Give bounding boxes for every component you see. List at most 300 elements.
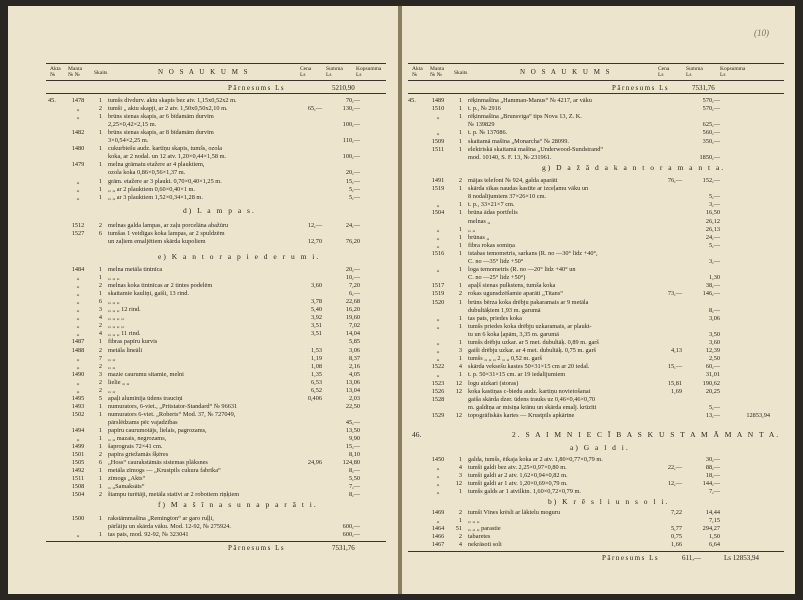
cell-skaits: 51 [455, 525, 462, 533]
table-row [48, 178, 393, 185]
table-row [408, 209, 788, 216]
cell-nosaukums: tumšs priedes koka drēbju uzkaramais, ar plaukt- [468, 322, 592, 330]
cell-cena: 1,53 [310, 346, 322, 354]
section-saimniecibas: 2. S A I M N I E C Ī B A S K U S T A M Ā M A N T A. [512, 430, 781, 439]
cell-nosaukums: galda, tumšs, ēikaja koka ar 2 atv. 1,80×0,77×0,79 m. [468, 456, 603, 463]
cell-skaits: 1 [458, 355, 462, 363]
cell-skaits: 1 [458, 129, 462, 137]
carry-over-label: Pārnesums Ls [228, 84, 286, 92]
cell-manta-no: „ [436, 241, 440, 249]
cell-skaits: 1 [458, 209, 462, 217]
cell-summa: 100,— [342, 121, 360, 129]
cell-manta-no: „ [76, 193, 80, 201]
cell-nosaukums: „ „Samaksāts“ [108, 483, 145, 491]
cell-skaits: 1 [458, 517, 462, 525]
cell-cena: 5,77 [670, 525, 682, 533]
table-row [48, 113, 393, 120]
table-row [48, 105, 393, 112]
cell-summa: 13,06 [345, 378, 360, 386]
table-row [408, 355, 788, 362]
cell-summa: 14,44 [705, 509, 720, 516]
cell-skaits: 1 [458, 371, 462, 379]
cell-nosaukums: apaļš sienas pulkstens, tumša koka [468, 282, 556, 290]
table-row [408, 146, 788, 153]
table-row [408, 282, 788, 289]
cell-nosaukums: „ „ „ parastie [468, 525, 501, 533]
table-row [48, 491, 393, 498]
cell-nosaukums: t. p. 50×31×15 cm. ar 19 iedalījumiem [468, 371, 566, 379]
cell-nosaukums: tumšs divdurv. aktu skapis bez atv. 1,15x0,52x2 m. [108, 97, 237, 104]
cell-nosaukums: „ „ mazais, negrozams, [108, 435, 167, 443]
table-row [48, 306, 393, 313]
cell-nosaukums: rokas ugunsdzēšamie aparāti „Titans“ [468, 290, 564, 298]
cell-skaits: 1 [98, 443, 102, 451]
table-row [48, 475, 393, 482]
cell-summa: 8,— [708, 306, 720, 314]
cell-skaits: 7 [98, 354, 102, 362]
cell-nosaukums: „ „ „ 12 rind. [108, 306, 141, 314]
cell-manta-no: 1466 [431, 533, 445, 541]
table-row [408, 185, 788, 192]
cell-manta-no: 1511 [431, 145, 445, 153]
cell-cena: 15,81 [667, 379, 682, 387]
cell-summa: 152,— [702, 177, 720, 184]
cell-skaits: 2 [458, 533, 462, 541]
cell-manta-no: „ [76, 274, 80, 282]
cell-nosaukums: tumšas 1 veidīgas koka lampas, ar 2 spuldzēm [108, 230, 225, 238]
cell-nosaukums: skārda sīkas naudas kastīte ar izceļamu vāku un [468, 185, 589, 193]
carry-over-label: Pārnesums Ls [612, 84, 670, 92]
cell-summa: 15,— [345, 177, 360, 185]
carry-rule [46, 93, 386, 94]
cell-cena: 0,75 [670, 533, 682, 541]
table-row [408, 258, 788, 265]
cell-manta-no: 1512 [71, 222, 85, 229]
cell-summa: 7,— [348, 483, 360, 491]
table-row [408, 113, 788, 120]
cell-summa: 8,37 [348, 354, 360, 362]
cell-nosaukums: gaiša skārda dzer. ūdens trauks uz 0,46×0,46×0,70 [468, 395, 596, 403]
cell-summa: 24,— [705, 233, 720, 241]
table-row [48, 363, 393, 370]
cell-nosaukums: štampu turētāji, metāla statīvi ar 2 robotiem riņķiem [108, 491, 240, 499]
cell-manta-no: 1526 [431, 387, 445, 395]
cell-nosaukums: skaitamie kauliņi, gaiši, 13 rind. [108, 290, 189, 298]
cell-skaits: 1 [458, 314, 462, 322]
bottom-rule [408, 551, 784, 552]
cell-summa: 5,— [708, 403, 720, 411]
cell-cena: 6,52 [310, 386, 322, 394]
cell-summa: 3,— [708, 258, 720, 265]
cell-cena: 12,— [307, 222, 322, 229]
table-row [408, 242, 788, 249]
cell-manta-no: „ [76, 531, 80, 539]
table-row [48, 290, 393, 297]
cell-manta-no: 1504 [71, 491, 85, 499]
cell-nosaukums: pārlāiju un skārda vāku. Mod. 12-92, № 275924. [108, 523, 232, 531]
cell-cena: 73,— [667, 290, 682, 298]
table-row [48, 137, 393, 144]
cell-summa: 1,50 [708, 533, 720, 541]
cell-nosaukums: „ „ „ „ [108, 314, 124, 322]
cell-summa: 3,60 [708, 339, 720, 346]
table-row [408, 533, 788, 540]
cell-nosaukums: t. p., № 2916 [468, 105, 501, 113]
carry-rule [408, 93, 784, 94]
cell-summa: 8,— [348, 491, 360, 499]
cell-nosaukums: brūns sienas skapis, ar 6 bīdamām durvīm [108, 113, 214, 121]
cell-skaits: 6 [98, 459, 102, 467]
cell-nosaukums: „ „ „ „ [108, 322, 124, 330]
cell-manta-no: 1527 [71, 230, 85, 238]
table-row [408, 193, 788, 200]
cell-skaits: 12 [455, 387, 462, 395]
table-row [48, 298, 393, 305]
table-row [408, 266, 788, 273]
header-akta: Akta № [412, 66, 423, 78]
cell-nosaukums: melnas koka tintnīcas ar 2 tintes podelēm [108, 282, 213, 290]
cell-summa: 5,— [708, 241, 720, 249]
table-row [48, 238, 393, 245]
cell-nosaukums: tumši „ aktu skapji, ar 2 atv. 1,50x0,50x2,10 m. [108, 105, 228, 113]
cell-nosaukums: melnas galda lampas, ar zaļu porcelāna abažūru [108, 222, 229, 229]
table-row [408, 339, 788, 346]
cell-skaits: 1 [458, 282, 462, 290]
cell-nosaukums: šaprograis 72×41 cm. [108, 443, 163, 451]
cell-manta-no: „ [76, 298, 80, 306]
cell-kopsumma: 12853,94 [746, 411, 770, 419]
cell-nosaukums: mazie caurumu sitamie, melni [108, 370, 184, 378]
cell-summa: 5,— [708, 193, 720, 201]
cell-skaits: 2 [98, 378, 102, 386]
cell-manta-no: 1509 [431, 137, 445, 145]
cell-skaits: 1 [98, 290, 102, 298]
cell-manta-no: 1522 [431, 363, 445, 371]
cell-skaits: 1 [458, 113, 462, 121]
table-row [408, 315, 788, 322]
header-manta: Manta № № [68, 66, 83, 78]
cell-summa: 7,15 [708, 517, 720, 525]
cell-summa: 7,02 [348, 322, 360, 330]
cell-summa: 45,— [345, 418, 360, 426]
cell-skaits: 1 [458, 241, 462, 249]
table-row [408, 396, 788, 403]
cell-summa: 625,— [702, 121, 720, 129]
cell-skaits: 1 [98, 266, 102, 273]
cell-skaits: 2 [98, 105, 102, 113]
cell-skaits: 1 [98, 113, 102, 121]
section-dazada: g) D a ž ā d a k a n t o r a m a n t a. [542, 163, 726, 172]
table-row [408, 388, 788, 395]
table-row [48, 194, 393, 201]
cell-manta-no: 1487 [71, 338, 85, 346]
table-row [408, 323, 788, 330]
cell-manta-no: „ [436, 233, 440, 241]
left-page [8, 6, 398, 594]
cell-nosaukums: „ „ „ [108, 298, 120, 306]
cell-nosaukums: loga temometris (R. no —20° līdz +40° un [468, 266, 576, 274]
cell-summa: 600,— [342, 523, 360, 531]
cell-summa: 146,— [702, 290, 720, 298]
table-row [48, 379, 393, 386]
cell-nosaukums: elektriskā skaitamā mašīna „Underwood-Sundstrand“ [468, 145, 604, 153]
cell-nosaukums: cukurbiešu audz. kartīņu skapis, tumšs, ozola [108, 145, 223, 153]
table-row [48, 387, 393, 394]
cell-skaits: 1 [458, 266, 462, 274]
cell-skaits: 3 [98, 306, 102, 314]
cell-summa: 7,20 [348, 282, 360, 290]
cell-summa: 2,50 [708, 355, 720, 363]
cell-manta-no: „ [76, 113, 80, 121]
cell-cena: 1,08 [310, 362, 322, 370]
table-row [48, 97, 393, 104]
cell-nosaukums: „ „ „ [108, 274, 120, 282]
cell-nosaukums: tas pats, priedes koka [468, 314, 522, 322]
cell-summa: 130,— [342, 105, 360, 113]
cell-nosaukums: metāla lineāli [108, 346, 143, 354]
cell-nosaukums: „ „ [108, 386, 116, 394]
cell-manta-no: 1489 [431, 97, 445, 104]
cell-manta-no: „ [76, 306, 80, 314]
table-row [48, 419, 393, 426]
cell-manta-no: 1479 [71, 161, 85, 169]
cell-summa: 22,68 [345, 298, 360, 306]
cell-skaits: 2 [98, 346, 102, 354]
cell-summa: 38,— [705, 282, 720, 290]
cell-summa: 26,12 [705, 217, 720, 225]
table-row [48, 467, 393, 474]
section-kresli: b) K r ē s l i u n s o l i. [548, 497, 670, 506]
cell-skaits: 4 [98, 314, 102, 322]
table-row [48, 403, 393, 410]
header-manta: Manta № № [430, 66, 445, 78]
cell-summa: 31,01 [705, 371, 720, 379]
table-row [408, 472, 788, 479]
table-row [48, 274, 393, 281]
cell-cena: 1,69 [670, 387, 682, 395]
cell-manta-no: 1490 [71, 370, 85, 378]
cell-nosaukums: istabas temometris, sarkans (R. no —30° līdz +40°, [468, 249, 598, 257]
table-row [408, 299, 788, 306]
cell-nosaukums: rēķinmašīna „Brunsviga“ tips Nova 13, Z. K. [468, 113, 582, 121]
table-row [48, 161, 393, 168]
cell-summa: 16,50 [705, 209, 720, 217]
table-row [408, 121, 788, 128]
cell-manta-no: „ [76, 282, 80, 290]
cell-manta-no: 1501 [71, 451, 85, 459]
cell-summa: 20,— [345, 169, 360, 177]
table-row [408, 517, 788, 524]
table-row [48, 121, 393, 128]
cell-nosaukums: tas pats, mod. 92-92, № 323041 [108, 531, 189, 539]
cell-skaits: 1 [458, 322, 462, 330]
cell-cena: 3,78 [310, 298, 322, 306]
cell-cena: 12,— [667, 480, 682, 488]
cell-manta-no: 1505 [71, 459, 85, 467]
cell-manta-no: „ [76, 362, 80, 370]
table-row [48, 395, 393, 402]
table-row [408, 509, 788, 516]
cell-nosaukums: numurators 6-viet. „Roberts“ Mod. 37, № 727049, [108, 410, 236, 418]
cell-manta-no: 1504 [431, 209, 445, 217]
cell-summa: 350,— [702, 137, 720, 145]
table-row [48, 330, 393, 337]
header-skaits: Skaits [454, 70, 468, 76]
cell-nosaukums: pārslēdzams pēc vajadzības [108, 418, 178, 426]
cell-summa: 5,85 [348, 338, 360, 346]
cell-manta-no: „ [436, 339, 440, 346]
cell-manta-no: „ [76, 185, 80, 193]
cell-summa: 76,20 [345, 238, 360, 246]
table-row [408, 154, 788, 161]
cell-skaits: 3 [458, 347, 462, 355]
table-row [408, 404, 788, 411]
cell-manta-no: 1520 [431, 298, 445, 306]
cell-nosaukums: „ „ [468, 225, 476, 233]
cell-nosaukums: tumšs „ „ „ 2 „ „ 0,52 m. garš [468, 355, 542, 363]
cell-summa: 100,— [342, 153, 360, 161]
cell-summa: 294,27 [702, 525, 720, 533]
cell-summa: 2,16 [348, 362, 360, 370]
cell-manta-no: „ [76, 386, 80, 394]
table-row [48, 347, 393, 354]
cell-nosaukums: „ „ „ [468, 517, 480, 525]
cell-nosaukums: koka, ar 2 nodal. un 12 atv. 1,20×0,44×1,58 m. [108, 153, 227, 161]
cell-akta-no: 45. [408, 97, 416, 104]
cell-manta-no: „ [436, 371, 440, 379]
cell-manta-no: 1482 [71, 129, 85, 137]
cell-nosaukums: numurators, 6-viet., „Pritstator-Standard“ № 96631 [108, 402, 238, 410]
cell-nosaukums: 3×0,54×2,25 m. [108, 137, 149, 145]
cell-summa: 5,— [348, 193, 360, 201]
header-summa: Summa Ls [326, 66, 343, 78]
cell-manta-no: 1478 [71, 97, 85, 104]
cell-nosaukums: 8 nodalījumiem 37×26×10 cm. [468, 193, 547, 201]
cell-skaits: 2 [98, 322, 102, 330]
cell-nosaukums: brūnas „ [468, 233, 490, 241]
carry-forward-total: Ls 12853,94 [724, 554, 759, 562]
cell-nosaukums: skārda veksešu kastes 50×31×15 cm ar 20 iedal. [468, 363, 590, 371]
cell-manta-no: 1480 [71, 145, 85, 153]
cell-manta-no: „ [76, 105, 80, 113]
table-row [48, 314, 393, 321]
cell-summa: 19,60 [345, 314, 360, 322]
cell-summa: 5,— [348, 185, 360, 193]
table-row [48, 186, 393, 193]
cell-skaits: 4 [98, 330, 102, 338]
cell-manta-no: „ [436, 314, 440, 322]
table-row [48, 355, 393, 362]
cell-skaits: 1 [98, 435, 102, 443]
cell-skaits: 1 [458, 456, 462, 463]
cell-cena: 24,96 [307, 459, 322, 467]
table-row [408, 347, 788, 354]
cell-skaits: 2 [98, 451, 102, 459]
table-row [408, 371, 788, 378]
cell-nosaukums: ozola koka 0,86×0,56×1,37 m. [108, 169, 186, 177]
table-row [48, 266, 393, 273]
table-row [48, 129, 393, 136]
cell-skaits: 1 [458, 225, 462, 233]
cell-manta-no: 1511 [71, 475, 85, 483]
cell-nosaukums: „ „ „ 11 rind. [108, 330, 141, 338]
header-summa: Summa Ls [686, 66, 703, 78]
table-row [408, 105, 788, 112]
cell-skaits: 1 [98, 129, 102, 137]
cell-summa: 570,— [702, 97, 720, 104]
cell-skaits: 1 [458, 339, 462, 346]
cell-manta-no: „ [436, 480, 440, 488]
cell-manta-no: „ [436, 225, 440, 233]
table-row [408, 218, 788, 225]
section-galdi: a) G a l d i. [570, 443, 630, 452]
cell-nosaukums: tabaretes [468, 533, 491, 541]
cell-skaits: 1 [458, 298, 462, 306]
table-row [48, 411, 393, 418]
cell-nosaukums: rakstāmmašīna „Remington“ ar garo ruļļi, [108, 515, 214, 522]
cell-manta-no: 1517 [431, 282, 445, 290]
header-nosaukums: N O S A U K U M S [158, 68, 250, 76]
table-row [408, 250, 788, 257]
cell-skaits: 2 [98, 282, 102, 290]
cell-manta-no: „ [436, 322, 440, 330]
cell-nosaukums: melna metāla tintnīca [108, 266, 163, 273]
cell-manta-no: 1494 [71, 427, 85, 434]
cell-cena: 12,70 [307, 238, 322, 246]
cell-skaits: 2 [98, 222, 102, 229]
cell-summa: 190,62 [702, 379, 720, 387]
cell-cena: 1,35 [310, 370, 322, 378]
cell-summa: 14,04 [345, 330, 360, 338]
table-row [408, 488, 788, 495]
table-row [48, 338, 393, 345]
cell-skaits: 1 [98, 97, 102, 104]
cell-manta-no: 1493 [71, 402, 85, 410]
cell-manta-no: 1499 [71, 443, 85, 451]
cell-skaits: 2 [458, 290, 462, 298]
cell-nosaukums: zīmogs „Akts“ [108, 475, 146, 483]
page-mark: (10) [754, 28, 769, 38]
cell-cena: 1,66 [670, 541, 682, 549]
cell-manta-no: „ [436, 129, 440, 137]
cell-nosaukums: apaļi alumīnija ūdens trauciņi [108, 394, 183, 402]
table-row [408, 226, 788, 233]
cell-manta-no: 1523 [431, 379, 445, 387]
cell-summa: 5,50 [348, 475, 360, 483]
cell-nosaukums: fibra rokas somiņa [468, 241, 515, 249]
table-row [48, 153, 393, 160]
cell-summa: 2,03 [348, 394, 360, 402]
cell-summa: 6,64 [708, 541, 720, 549]
cell-skaits: 1 [98, 531, 102, 539]
cell-manta-no: 1492 [71, 467, 85, 475]
table-row [408, 129, 788, 136]
cell-nosaukums: „ „ [108, 354, 116, 362]
cell-skaits: 3 [458, 472, 462, 480]
cell-summa: 3,— [708, 201, 720, 209]
cell-summa: 30,— [705, 456, 720, 463]
cell-manta-no: 1502 [71, 410, 85, 418]
cell-skaits: 1 [98, 185, 102, 193]
section-lampas: d) L a m p a s. [183, 206, 256, 215]
cell-summa: 110,— [342, 137, 360, 145]
cell-skaits: 4 [458, 363, 462, 371]
cell-akta-no: 45. [48, 97, 56, 104]
cell-skaits: 12 [455, 379, 462, 387]
cell-skaits: 1 [98, 177, 102, 185]
cell-nosaukums: nekrāsoti soli [468, 541, 502, 549]
cell-summa: 144,— [702, 480, 720, 488]
